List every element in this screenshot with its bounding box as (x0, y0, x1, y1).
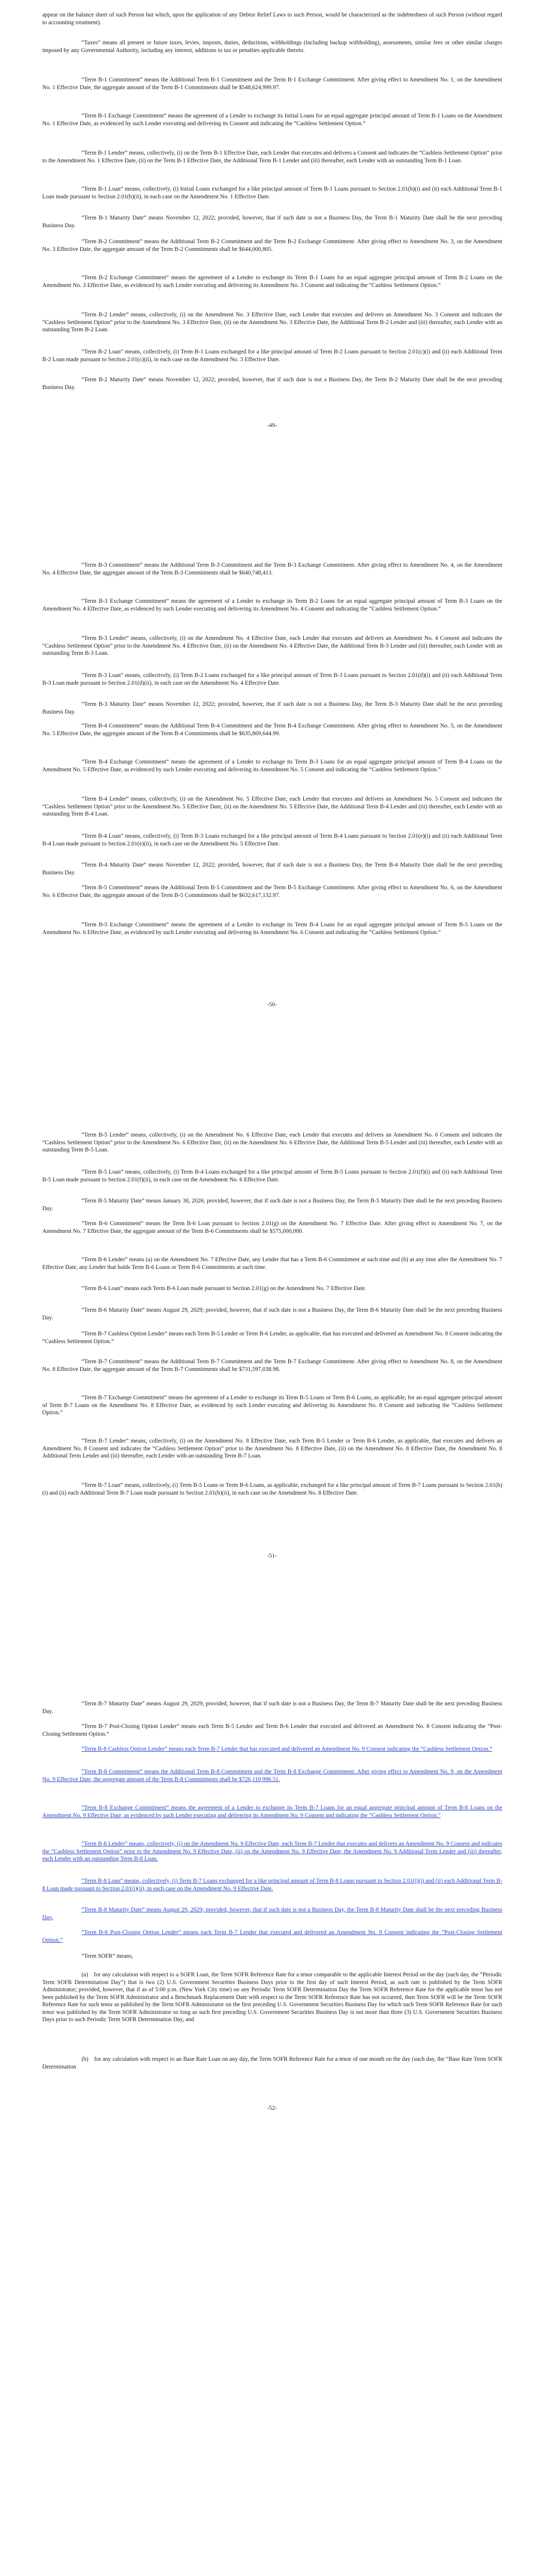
inserted-term-b8-exchange: “Term B-8 Exchange Commitment” means the agreement of a Lender to exchange its Term B-7 Loans for an equal aggregate principal amount of Term B-8 Loans on the Amendment No. 9 Effective Date, as evidenced by such Lender executing and delivering its Amendment No. 9 Consent and indicating the “Cashless Settlement Option.” (42, 1805, 502, 1819)
paragraph-term-b6-loan: “Term B-6 Loan” means each Term B-6 Loan made pursuant to Section 2.01(g) on the Amendment No. 7 Effective Date. (81, 1285, 367, 1292)
paragraph-term-b5-maturity: “Term B-5 Maturity Date” means January 30, 2026; provided, however, that if such date is not a Business Day, the Term B-5 Maturity Date shall be the next preceding Business Day. (42, 1198, 502, 1212)
paragraph-term-b7-exchange: “Term B-7 Exchange Commitment” means the agreement of a Lender to exchange its Term B-5 Loans or Term B-6 Loans, as applicable, for an equal aggregate principal amount of Term B-7 Loans on the Amendment No. 8 Effective Date, as evidenced by such Lender executing and delivering its Amendment No. 8 Consent and indicating the “Cashless Settlement Option.” (42, 1395, 502, 1416)
paragraph-term-b1-loan: “Term B-1 Loan” means, collectively, (i) Initial Loans exchanged for a like principal amount of Term B-1 Loans pursuant to Section 2.01(b)(i) and (ii) each Additional Term B-1 Loan made pursuant to Section 2.01(b)(ii), in each case on the Amendment No. 1 Effective Date. (42, 186, 502, 200)
paragraph-term-b5-loan: “Term B-5 Loan” means, collectively, (i) Term B-4 Loans exchanged for a like principal amount of Term B-5 Loans pursuant to Section 2.01(f)(i) and (ii) each Additional Term B-5 Loan made pursuant to Section 2.01(f)(ii), in each case on the Amendment No. 6 Effective Date. (42, 1169, 502, 1183)
paragraph-term-b2-maturity: “Term B-2 Maturity Date” means November 12, 2022; provided, however, that if such date is not a Business Day, the Term B-2 Maturity Date shall be the next preceding Business Day. (42, 377, 502, 391)
paragraph-term-b3-exchange: “Term B-3 Exchange Commitment” means the agreement of a Lender to exchange its Term B-2 Loans for an equal aggregate principal amount of Term B-3 Loans on the Amendment No. 4 Effective Date, as evidenced by such Lender executing and delivering its Amendment No. 4 Consent and indicating the “Cashless Settlement Option.” (42, 598, 502, 612)
page-number: -49- (267, 422, 277, 429)
paragraph-term-b5-commitment: “Term B-5 Commitment” means the Additional Term B-5 Commitment and the Term B-5 Exchange Commitment. After giving effect to Amendment No. 6, on the Amendment No. 6 Effective Date, the aggregate amount of the Term B-5 Commitments shall be $632,617,132.97. (42, 885, 502, 899)
paragraph-term-b3-lender: “Term B-3 Lender” means, collectively, (i) on the Amendment No. 4 Effective Date, each Lender that executes and delivers an Amendment No. 4 Consent and indicates the “Cashless Settlement Option” prior to the Amendment No. 4 Effective Date, (ii) on the Amendment No. 4 Effective Date, the Additional Term B-3 Lender and (iii) thereafter, each Lender with an outstanding Term B-3 Loan. (42, 635, 502, 656)
paragraph-term-b3-maturity: “Term B-3 Maturity Date” means November 12, 2022; provided, however, that if such date is not a Business Day, the Term B-3 Maturity Date shall be the next preceding Business Day. (42, 701, 502, 715)
paragraph-term-b6-maturity: “Term B-6 Maturity Date” means August 29, 2029; provided, however, that if such date is not a Business Day, the Term B-6 Maturity Date shall be the next preceding Business Day. (42, 1307, 502, 1321)
page-number: -51- (267, 1553, 277, 1559)
term-sofr-clause-a: (a) for any calculation with respect to a SOFR Loan, the Term SOFR Reference Rate for a tenor comparable to the applicable Interest Period on the day (such day, the “Periodic Term SOFR Determination Day”) that is two (2) U.S. Government Securities Business Days prior to the first day of such Interest Period, as such rate is published by the Term SOFR Administrator; provided, however, that if as of 5:00 p.m. (New York City time) on any Periodic Term SOFR Determination Day the Term SOFR Reference Rate for the applicable tenor has not been published by the Term SOFR Administrator and a Benchmark Replacement Date with respect to the Term SOFR Reference Rate has not occurred, then Term SOFR will be the Term SOFR Reference Rate for such tenor as published by the Term SOFR Administrator on the first preceding U.S. Government Securities Business Day for which such Term SOFR Reference Rate for such tenor was published by the Term SOFR Administrator so long as such first preceding U.S. Government Securities Business Day is not more than three (3) U.S. Government Securities Business Days prior to such Periodic Term SOFR Determination Day, and (42, 1972, 502, 2023)
paragraph-term-b1-lender: “Term B-1 Lender” means, collectively, (i) on the Term B-1 Effective Date, each Lender that executes and delivers a Consent and indicates the “Cashless Settlement Option” prior to the Amendment No. 1 Effective Date, (ii) on the Term B-1 Effective Date, the Additional Term B-1 Lender and (iii) thereafter, each Lender with an outstanding Term B-1 Loan. (42, 150, 502, 164)
paragraph-term-b2-lender: “Term B-2 Lender” means, collectively, (i) on the Amendment No. 3 Effective Date, each Lender that executes and delivers an Amendment No. 3 Consent and indicates the “Cashless Settlement Option” prior to the Amendment No. 3 Effective Date, (ii) on the Amendment No. 3 Effective Date, the Additional Term B-2 Lender and (iii) thereafter, each Lender with an outstanding Term B-2 Loan. (42, 312, 502, 333)
paragraph-term-b4-exchange: “Term B-4 Exchange Commitment” means the agreement of a Lender to exchange its Term B-3 Loans for an equal aggregate principal amount of Term B-4 Loans on the Amendment No. 5 Effective Date, as evidenced by such Lender executing and delivering its Amendment No. 5 Consent and indicating the “Cashless Settlement Option.” (42, 759, 502, 773)
inserted-term-b8-post-closing: “Term B-8 Post-Closing Option Lender” means each Term B-7 Lender that executed and delivered an Amendment No. 9 Consent indicating the “Post-Closing Settlement Option.” (42, 1929, 502, 1943)
inserted-term-b8-loan: “Term B-8 Loan” means, collectively, (i) Term B-7 Loans exchanged for a like principal amount of Term B-8 Loans pursuant to Section 2.01(i)(i) and (ii) each Additional Term B-8 Loan made pursuant to Section 2.01(i)(ii), in each case on the Amendment No. 9 Effective Date. (42, 1878, 502, 1892)
paragraph-term-b5-exchange: “Term B-5 Exchange Commitment” means the agreement of a Lender to exchange its Term B-4 Loans for an equal aggregate principal amount of Term B-5 Loans on the Amendment No. 6 Effective Date, as evidenced by such Lender executing and delivering its Amendment No. 6 Consent and indicating the “Cashless Settlement Option.” (42, 922, 502, 936)
paragraph-term-b4-maturity: “Term B-4 Maturity Date” means November 12, 2022; provided, however, that if such date is not a Business Day, the Term B-4 Maturity Date shall be the next preceding Business Day. (42, 862, 502, 876)
paragraph-term-b7-lender: “Term B-7 Lender” means, collectively, (i) on the Amendment No. 8 Effective Date, each Term B-5 Lender or Term B-6 Lender, as applicable, that executes and delivers an Amendment No. 8 Consent and indicates the “Cashless Settlement Option” prior to the Amendment No. 8 Effective Date, (ii) on the Amendment No. 8 Effective Date, the Amendment No. 8 Additional Term Lender and (iii) thereafter, each Lender with an outstanding Term B-7 Loan. (42, 1438, 502, 1459)
paragraph-term-b2-commitment: “Term B-2 Commitment” means the Additional Term B-2 Commitment and the Term B-2 Exchange Commitment. After giving effect to Amendment No. 3, on the Amendment No. 3 Effective Date, the aggregate amount of the Term B-2 Commitments shall be $644,000,805. (42, 239, 502, 252)
page-number: -52- (267, 2105, 277, 2111)
paragraph-term-b4-commitment: “Term B-4 Commitment” means the Additional Term B-4 Commitment and the Term B-4 Exchange Commitment. After giving effect to Amendment No. 5, on the Amendment No. 5 Effective Date, the aggregate amount of the Term B-4 Commitments shall be $635,869,644.99. (42, 723, 502, 737)
inserted-term-b8-cashless: “Term B-8 Cashless Option Lender” means each Term B-7 Lender that has executed and delivered an Amendment No. 9 Consent indicating the “Cashless Settlement Option.” (81, 1746, 492, 1752)
paragraph-term-b6-lender: “Term B-6 Lender” means (a) on the Amendment No. 7 Effective Date, any Lender that has a Term B-6 Commitment at such time and (b) at any time after the Amendment No. 7 Effective Date, any Lender that holds Term B-6 Loans or Term B-6 Commitments at such time. (42, 1257, 502, 1270)
paragraph-term-b7-cashless: “Term B-7 Cashless Option Lender” means each Term B-5 Lender or Term B-6 Lender, as applicable, that has executed and delivered an Amendment No. 8 Consent indicating the “Cashless Settlement Option.” (42, 1331, 502, 1345)
paragraph-term-b2-loan: “Term B-2 Loan” means, collectively, (i) Term B-1 Loans exchanged for a like principal amount of Term B-2 Loans pursuant to Section 2.01(c)(i) and (ii) each Additional Term B-2 Loan made pursuant to Section 2.01(c)(ii), in each case on the Amendment No. 3 Effective Date. (42, 349, 502, 363)
paragraph-term-b4-loan: “Term B-4 Loan” means, collectively, (i) Term B-3 Loans exchanged for a like principal amount of Term B-4 Loans pursuant to Section 2.01(e)(i) and (ii) each Additional Term B-4 Loan made pursuant to Section 2.01(e)(ii), in each case on the Amendment No. 5 Effective Date. (42, 833, 502, 847)
page-number: -50- (267, 1002, 277, 1008)
paragraph-term-b5-lender: “Term B-5 Lender” means, collectively, (i) on the Amendment No. 6 Effective Date, each Lender that executes and delivers an Amendment No. 6 Consent and indicates the “Cashless Settlement Option” prior to the Amendment No. 6 Effective Date, (ii) on the Amendment No. 6 Effective Date, the Additional Term B-5 Lender and (iii) thereafter, each Lender with an outstanding Term B-5 Loan. (42, 1132, 502, 1153)
paragraph-term-b6-commitment: “Term B-6 Commitment” means the Term B-6 Loan pursuant to Section 2.01(g) on the Amendment No. 7 Effective Date. After giving effect to Amendment No. 7, on the Amendment No. 7 Effective Date, the aggregate amount of the Term B-6 Commitments shall be $575,000,000. (42, 1221, 502, 1234)
paragraph-term-b7-maturity: “Term B-7 Maturity Date” means August 29, 2029; provided, however, that if such date is not a Business Day, the Term B-7 Maturity Date shall be the next preceding Business Day. (42, 1701, 502, 1715)
paragraph-term-b7-commitment: “Term B-7 Commitment” means the Additional Term B-7 Commitment and the Term B-7 Exchange Commitment. After giving effect to Amendment No. 8, on the Amendment No. 8 Effective Date, the aggregate amount of the Term B-7 Commitments shall be $731,597,038.98. (42, 1359, 502, 1372)
inserted-term-b8-maturity: “Term B-8 Maturity Date” means August 29, 2029; provided, however, that if such date is not a Business Day, the Term B-8 Maturity Date shall be the next preceding Business Day. (42, 1907, 502, 1921)
paragraph: appear on the balance sheet of such Person but which, upon the application of any Debtor Relief Laws to such Person, would be characterized as the indebtedness of such Person (without regard to accounting treatment). (42, 12, 502, 26)
paragraph-term-b4-lender: “Term B-4 Lender” means, collectively, (i) on the Amendment No. 5 Effective Date, each Lender that executes and delivers an Amendment No. 5 Consent and indicates the “Cashless Settlement Option” prior to the Amendment No. 5 Effective Date, (ii) on the Amendment No. 5 Effective Date, the Additional Term B-4 Lender and (iii) thereafter, each Lender with an outstanding Term B-4 Loan. (42, 796, 502, 817)
paragraph-term-b7-post-closing: “Term B-7 Post-Closing Option Lender” means each Term B-5 Lender and Term B-6 Lender that executed and delivered an Amendment No. 8 Consent indicating the “Post-Closing Settlement Option.” (42, 1723, 502, 1737)
paragraph-term-b3-loan: “Term B-3 Loan” means, collectively, (i) Term B-2 Loans exchanged for a like principal amount of Term B-3 Loans pursuant to Section 2.01(d)(i) and (ii) each Additional Term B-3 Loan made pursuant to Section 2.01(d)(ii), in each case on the Amendment No. 4 Effective Date. (42, 672, 502, 686)
paragraph-term-b1-maturity: “Term B-1 Maturity Date” means November 12, 2022; provided, however, that if such date is not a Business Day, the Term B-1 Maturity Date shall be the next preceding Business Day. (42, 215, 502, 229)
term-sofr-heading: “Term SOFR” means, (81, 1953, 134, 1959)
paragraph-term-b2-exchange: “Term B-2 Exchange Commitment” means the agreement of a Lender to exchange its Term B-1 Loans for an equal aggregate principal amount of Term B-2 Loans on the Amendment No. 3 Effective Date, as evidenced by such Lender executing and delivering its Amendment No. 3 Consent and indicating the “Cashless Settlement Option.” (42, 275, 502, 289)
paragraph-term-b3-commitment: “Term B-3 Commitment” means the Additional Term B-3 Commitment and the Term B-3 Exchange Commitment. After giving effect to Amendment No. 4, on the Amendment No. 4 Effective Date, the aggregate amount of the Term B-3 Commitments shall be $640,748,413. (42, 562, 502, 576)
paragraph-term-b1-exchange: “Term B-1 Exchange Commitment” means the agreement of a Lender to exchange its Initial Loans for an equal aggregate principal amount of Term B-1 Loans on the Amendment No. 1 Effective Date, as evidenced by such Lender executing and delivering its Consent and indicating the “Cashless Settlement Option.” (42, 113, 502, 127)
inserted-term-b8-commitment: “Term B-8 Commitment” means the Additional Term B-8 Commitment and the Term B-8 Exchange Commitment. After giving effect to Amendment No. 9, on the Amendment No. 9 Effective Date, the aggregate amount of the Term B-8 Commitments shall be $726,110,996.51. (42, 1769, 502, 1783)
paragraph-term-b7-loan: “Term B-7 Loan” means, collectively, (i) Term B-5 Loans or Term B-6 Loans, as applicable, exchanged for a like principal amount of Term B-7 Loans pursuant to Section 2.01(h)(i) and (ii) each Additional Term B-7 Loan made pursuant to Section 2.01(h)(ii), in each case on the Amendment No. 8 Effective Date. (42, 1482, 502, 1496)
paragraph-term-b1-commitment: “Term B-1 Commitment” means the Additional Term B-1 Commitment and the Term B-1 Exchange Commitment. After giving effect to Amendment No. 1, on the Amendment No. 1 Effective Date, the aggregate amount of the Term B-1 Commitments shall be $548,624,999.97. (42, 77, 502, 91)
term-sofr-clause-b: (b) for any calculation with respect to an Base Rate Loan on any day, the Term SOFR Reference Rate for a tenor of one month on the day (such day, the “Base Rate Term SOFR Determination (42, 2056, 502, 2070)
inserted-term-b8-lender: “Term B-8 Lender” means, collectively, (i) on the Amendment No. 9 Effective Date, each Term B-7 Lender that executes and delivers an Amendment No. 9 Consent and indicates the “Cashless Settlement Option” prior to the Amendment No. 9 Effective Date, (ii) on the Amendment No. 9 Effective Date, the Amendment No. 9 Additional Term Lender and (iii) thereafter, each Lender with an outstanding Term B-8 Loan. (42, 1841, 502, 1862)
paragraph-taxes: “Taxes” means all present or future taxes, levies, imposts, duties, deductions, withholdings (including backup withholding), assessments, similar fees or other similar charges imposed by any Governmental Authority, including any interest, additions to tax or penalties applicable thereto. (42, 40, 502, 54)
